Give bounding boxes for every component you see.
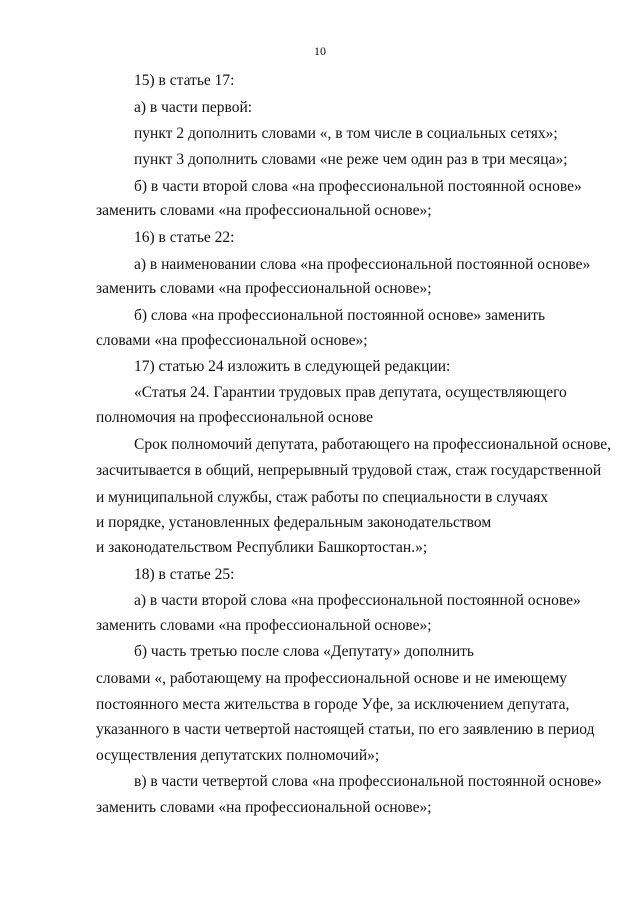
text-line: указанного в части четвертой настоящей статьи, по его заявлению в период [96, 721, 595, 738]
text-line: полномочия на профессиональной основе [96, 409, 374, 426]
text-line: пункт 2 дополнить словами «, в том числе в социальных сетях»; [134, 125, 558, 142]
text-line: заменить словами «на профессиональной основе»; [96, 799, 432, 816]
text-line: 18) в статье 25: [134, 566, 235, 583]
text-line: засчитывается в общий, непрерывный трудовой стаж, стаж государственной [96, 462, 602, 479]
text-line: 15) в статье 17: [134, 72, 235, 89]
text-line: 17) статью 24 изложить в следующей редакции: [134, 358, 451, 375]
text-line: заменить словами «на профессиональной основе»; [96, 617, 432, 634]
text-line: и законодательством Республики Башкортостан.»; [96, 539, 428, 556]
text-line: б) часть третью после слова «Депутату» дополнить [134, 643, 474, 660]
text-line: Срок полномочий депутата, работающего на профессиональной основе, [134, 436, 612, 453]
text-line: в) в части четвертой слова «на профессиональной постоянной основе» [134, 773, 602, 790]
text-line: и муниципальной службы, стаж работы по специальности в случаях [96, 489, 549, 506]
text-line: б) в части второй слова «на профессиональной постоянной основе» [134, 178, 582, 195]
text-line: пункт 3 дополнить словами «не реже чем один раз в три месяца»; [134, 151, 568, 168]
text-line: б) слова «на профессиональной постоянной основе» заменить [134, 307, 546, 324]
text-line: «Статья 24. Гарантии трудовых прав депутата, осуществляющего [134, 384, 567, 401]
text-line: 16) в статье 22: [134, 229, 235, 246]
text-line: а) в части второй слова «на профессиональной постоянной основе» [134, 592, 581, 609]
text-line: и порядке, установленных федеральным законодательством [96, 514, 492, 531]
text-line: осуществления депутатских полномочий»; [96, 747, 380, 764]
text-line: постоянного места жительства в городе Уфе, за исключением депутата, [96, 696, 570, 713]
text-line: заменить словами «на профессиональной основе»; [96, 280, 432, 297]
page-number: 10 [314, 44, 326, 58]
text-line: словами «на профессиональной основе»; [96, 332, 368, 349]
text-line: заменить словами «на профессиональной основе»; [96, 202, 432, 219]
text-line: а) в наименовании слова «на профессиональной постоянной основе» [134, 256, 591, 273]
text-line: а) в части первой: [134, 99, 253, 116]
text-line: словами «, работающему на профессиональной основе и не имеющему [96, 670, 568, 687]
